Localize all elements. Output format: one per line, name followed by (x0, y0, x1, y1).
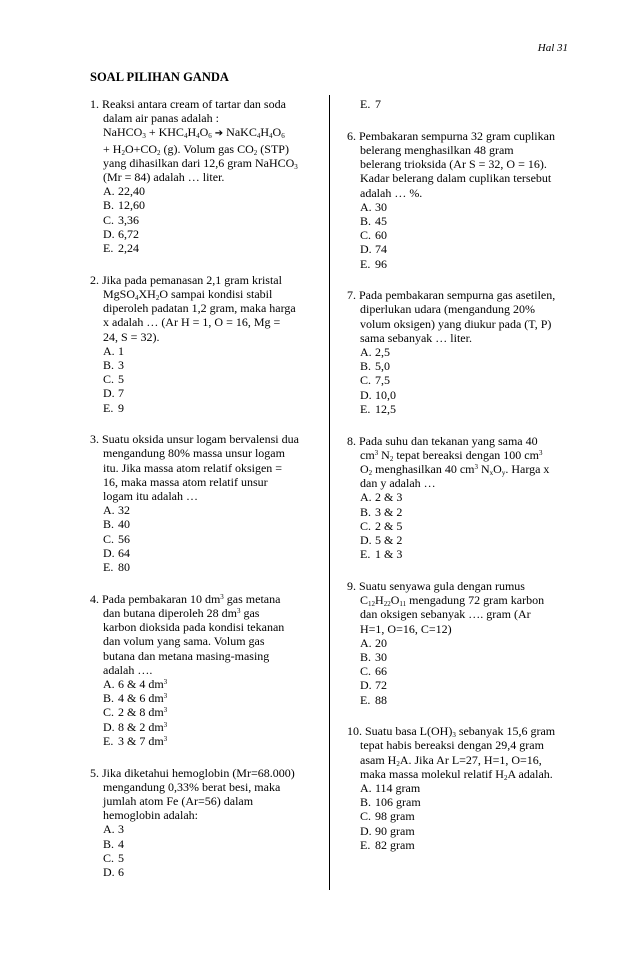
option-letter: D. (360, 678, 372, 693)
question-text-line: diperoleh padatan 1,2 gram, maka harga (103, 301, 296, 316)
answer-option (360, 345, 572, 359)
option-value: 74 (375, 242, 387, 257)
option-value: 114 gram (375, 781, 421, 796)
answer-option (360, 795, 572, 809)
option-value: 80 (118, 560, 130, 575)
option-value: 7 (375, 97, 381, 111)
answer-option (360, 359, 572, 373)
question-text-line: dan oksigen sebanyak …. gram (Ar (360, 607, 531, 622)
answer-options (347, 200, 572, 271)
answer-option (360, 650, 572, 664)
question-text-line: dan volum yang sama. Volum gas (103, 634, 265, 649)
option-letter: C. (103, 372, 115, 387)
question-item (347, 97, 572, 111)
option-value: 3,36 (118, 212, 139, 227)
answer-option (103, 401, 322, 415)
option-letter: E. (103, 241, 114, 256)
option-letter: A. (103, 184, 115, 199)
question-text-line: diperlukan udara (mengandung 20% (360, 302, 535, 317)
option-letter: D. (103, 226, 115, 241)
right-column (347, 97, 572, 870)
option-letter: B. (360, 359, 372, 374)
answer-option (360, 97, 572, 111)
option-value: 6 & 4 $dm^3$ (118, 677, 168, 692)
answer-option (103, 720, 322, 734)
question-text-line: asam $H_2A$. Jika Ar L=27, H=1, O=16, (360, 752, 542, 768)
answer-option (360, 200, 572, 214)
answer-options (90, 503, 322, 574)
answer-option (360, 505, 572, 519)
answer-option (360, 533, 572, 547)
question-text: 8. Pada suhu dan tekanan yang sama 40 (347, 433, 538, 448)
answer-options (347, 490, 572, 561)
option-value: 7 (118, 386, 124, 401)
column-divider (329, 95, 330, 890)
question-text-line: belerang trioksida (Ar S = 32, O = 16). (360, 157, 547, 172)
question-item (347, 434, 572, 562)
option-letter: E. (360, 256, 371, 271)
question-text-line: karbon dioksida pada kondisi tekanan (103, 620, 285, 635)
option-letter: E. (103, 733, 114, 748)
option-letter: A. (103, 677, 115, 692)
question-text-line: dan y adalah … (360, 476, 436, 491)
option-value: 90 gram (375, 823, 415, 838)
question-text: 7. Pada pembakaran sempurna gas asetilen, (347, 288, 556, 303)
question-text-line: Kadar belerang dalam cuplikan tersebut (360, 171, 552, 186)
option-value: 9 (118, 400, 124, 415)
answer-option (103, 851, 322, 865)
answer-option (103, 691, 322, 705)
option-value: 5,0 (375, 359, 390, 374)
option-letter: E. (360, 401, 371, 416)
answer-options (90, 344, 322, 415)
option-letter: D. (360, 242, 372, 257)
question-text-line: $MgSO_4XH_2O$ sampai kondisi stabil (103, 286, 273, 302)
question-text-line: logam itu adalah … (103, 489, 198, 504)
option-value: 4 & 6 $dm^3$ (118, 691, 168, 706)
option-value: 56 (118, 531, 130, 546)
question-text-line: NaHCO$_3$ + $KHC_4H_4O_6$ ➔ $NaKC_4H_4O_6$ (103, 125, 285, 141)
question-text-line: itu. Jika massa atom relatif oksigen = (103, 460, 283, 475)
question-text-line: jumlah atom Fe (Ar=56) dalam (103, 793, 254, 808)
option-value: 5 (118, 372, 124, 387)
question-text-line: (Mr = 84) adalah … liter. (103, 170, 225, 185)
option-letter: B. (360, 504, 372, 519)
question-text: 4. Pada pembakaran 10 $dm^3$ gas metana (90, 591, 281, 606)
answer-option (360, 838, 572, 852)
option-letter: E. (103, 560, 114, 575)
question-text: 5. Jika diketahui hemoglobin (Mr=68.000) (90, 765, 295, 780)
answer-option (103, 734, 322, 748)
left-column (90, 97, 322, 897)
answer-option (360, 678, 572, 692)
option-value: 1 & 3 (375, 547, 403, 562)
question-text-line: maka massa molekul relatif $H_2A$ adalah. (360, 766, 553, 782)
question-item (347, 579, 572, 707)
option-value: 96 (375, 256, 387, 271)
answer-option (360, 402, 572, 416)
answer-options (90, 184, 322, 255)
answer-option (103, 386, 322, 400)
question-text-line: 16, maka massa atom relatif unsur (103, 474, 268, 489)
answer-option (360, 664, 572, 678)
option-value: 82 gram (375, 837, 415, 852)
option-value: 12,5 (375, 401, 396, 416)
answer-options (347, 781, 572, 852)
answer-option (360, 824, 572, 838)
answer-option (103, 705, 322, 719)
answer-options (90, 822, 322, 879)
question-text: 6. Pembakaran sempurna 32 gram cuplikan (347, 128, 555, 143)
answer-option (103, 837, 322, 851)
question-item (90, 273, 322, 415)
option-value: 2,24 (118, 241, 139, 256)
question-text-line: volum oksigen) yang diukur pada (T, P) (360, 316, 552, 331)
answer-option (103, 344, 322, 358)
answer-option (103, 677, 322, 691)
answer-option (103, 358, 322, 372)
question-item (90, 766, 322, 880)
option-letter: C. (103, 705, 115, 720)
answer-option (103, 503, 322, 517)
option-letter: A. (103, 503, 115, 518)
option-letter: D. (103, 864, 115, 879)
answer-option (103, 184, 322, 198)
answer-option (360, 214, 572, 228)
option-value: 45 (375, 213, 387, 228)
question-text-line: butana dan metana masing-masing (103, 648, 270, 663)
option-letter: B. (103, 517, 115, 532)
option-value: 4 (118, 836, 124, 851)
option-letter: A. (103, 822, 115, 837)
option-value: 8 & 2 $dm^3$ (118, 719, 168, 734)
question-text: 10. Suatu basa $L(OH)_3$ sebanyak 15,6 gram (347, 724, 556, 740)
option-letter: C. (360, 373, 372, 388)
option-letter: B. (360, 649, 372, 664)
option-value: 5 (118, 850, 124, 865)
question-text-line: hemoglobin adalah: (103, 808, 198, 823)
answer-option (103, 227, 322, 241)
answer-option (103, 546, 322, 560)
option-value: 3 (118, 822, 124, 837)
question-text-line: 24, S = 32). (103, 329, 160, 344)
option-letter: C. (103, 531, 115, 546)
answer-option (103, 532, 322, 546)
question-text-line: adalah …. (103, 662, 153, 677)
question-text-line: $O_2$ menghasilkan 40 $cm^3$ $N_xO_y$. Harga x (360, 461, 550, 477)
answer-option (103, 372, 322, 386)
question-item (347, 129, 572, 271)
option-letter: A. (360, 781, 372, 796)
option-value: 3 & 2 (375, 504, 403, 519)
answer-option (103, 517, 322, 531)
option-letter: A. (103, 343, 115, 358)
option-letter: C. (360, 809, 372, 824)
section-heading: SOAL PILIHAN GANDA (90, 70, 229, 84)
question-text: 3. Suatu oksida unsur logam bervalensi dua (90, 432, 299, 447)
answer-option (360, 373, 572, 387)
option-letter: E. (360, 837, 371, 852)
answer-options (347, 345, 572, 416)
question-item (90, 97, 322, 255)
answer-option (360, 693, 572, 707)
option-value: 30 (375, 649, 387, 664)
option-letter: A. (360, 635, 372, 650)
option-value: 32 (118, 503, 130, 518)
answer-option (360, 809, 572, 823)
question-text-line: adalah … %. (360, 185, 423, 200)
option-letter: C. (360, 664, 372, 679)
option-value: 106 gram (375, 795, 421, 810)
option-value: 22,40 (118, 184, 145, 199)
option-letter: B. (103, 691, 115, 706)
answer-option (360, 547, 572, 561)
page-number: Hal 31 (537, 42, 568, 54)
answer-option (103, 213, 322, 227)
answer-option (360, 781, 572, 795)
question-text-line: $C_{12}H_{22}O_{11}$ mengadung 72 gram karbon (360, 593, 545, 609)
option-letter: E. (360, 547, 371, 562)
option-letter: E. (103, 400, 114, 415)
option-letter: B. (103, 357, 115, 372)
question-text: 1. Reaksi antara cream of tartar dan soda (90, 97, 286, 111)
answer-options (90, 677, 322, 748)
question-text-line: sama sebanyak … liter. (360, 330, 472, 345)
option-value: 88 (375, 692, 387, 707)
option-value: 40 (118, 517, 130, 532)
option-letter: C. (103, 850, 115, 865)
option-value: 12,60 (118, 198, 145, 213)
question-item (90, 592, 322, 748)
option-letter: D. (103, 545, 115, 560)
option-value: 2 & 3 (375, 490, 403, 505)
option-letter: C. (103, 212, 115, 227)
option-letter: A. (360, 199, 372, 214)
question-text-line: tepat habis bereaksi dengan 29,4 gram (360, 738, 544, 753)
answer-option (103, 560, 322, 574)
question-text-line: mengandung 0,33% berat besi, maka (103, 779, 281, 794)
answer-option (103, 241, 322, 255)
option-letter: B. (103, 198, 115, 213)
option-letter: D. (360, 532, 372, 547)
question-text-line: yang dihasilkan dari 12,6 gram NaHCO$_3$ (103, 155, 298, 171)
question-text: 9. Suatu senyawa gula dengan rumus (347, 578, 525, 593)
answer-options (347, 97, 572, 111)
option-letter: D. (360, 387, 372, 402)
question-text-line: dalam air panas adalah : (103, 111, 219, 126)
answer-option (360, 519, 572, 533)
question-text-line: mengandung 80% massa unsur logam (103, 446, 285, 461)
option-value: 6 (118, 864, 124, 879)
question-text-line: + $H_2O+CO_2$ (g). Volum gas $CO_2$ (STP) (103, 141, 289, 157)
option-value: 10,0 (375, 387, 396, 402)
answer-option (360, 636, 572, 650)
option-value: 2 & 8 $dm^3$ (118, 705, 168, 720)
option-value: 30 (375, 199, 387, 214)
answer-option (360, 490, 572, 504)
option-value: 72 (375, 678, 387, 693)
option-value: 64 (118, 545, 130, 560)
question-text: 2. Jika pada pemanasan 2,1 gram kristal (90, 272, 282, 287)
option-value: 6,72 (118, 226, 139, 241)
answer-option (360, 242, 572, 256)
answer-option (103, 198, 322, 212)
option-value: 3 & 7 $dm^3$ (118, 733, 168, 748)
option-value: 60 (375, 228, 387, 243)
option-value: 3 (118, 357, 124, 372)
option-letter: E. (360, 97, 371, 111)
option-value: 98 gram (375, 809, 415, 824)
question-item (347, 724, 572, 852)
option-letter: D. (103, 386, 115, 401)
option-letter: B. (360, 795, 372, 810)
question-text-line: dan butana diperoleh 28 $dm^3$ gas (103, 606, 260, 620)
option-letter: C. (360, 228, 372, 243)
answer-options (347, 636, 572, 707)
option-letter: A. (360, 490, 372, 505)
option-value: 5 & 2 (375, 532, 403, 547)
option-letter: D. (103, 719, 115, 734)
option-value: 2,5 (375, 345, 390, 360)
answer-option (360, 228, 572, 242)
answer-option (103, 822, 322, 836)
option-letter: B. (360, 213, 372, 228)
option-value: 66 (375, 664, 387, 679)
option-value: 7,5 (375, 373, 390, 388)
option-letter: E. (360, 692, 371, 707)
option-letter: A. (360, 345, 372, 360)
answer-option (360, 257, 572, 271)
question-item (90, 432, 322, 574)
option-letter: D. (360, 823, 372, 838)
option-letter: C. (360, 518, 372, 533)
question-text-line: x adalah … (Ar H = 1, O = 16, Mg = (103, 315, 281, 330)
question-item (347, 288, 572, 416)
option-value: 20 (375, 635, 387, 650)
question-text-line: $cm^3$ $N_2$ tepat bereaksi dengan 100 $cm^3$ (360, 447, 543, 463)
answer-option (360, 388, 572, 402)
option-value: 1 (118, 343, 124, 358)
question-text-line: H=1, O=16, C=12) (360, 621, 452, 636)
option-letter: B. (103, 836, 115, 851)
option-value: 2 & 5 (375, 518, 403, 533)
answer-option (103, 865, 322, 879)
question-text-line: belerang menghasilkan 48 gram (360, 142, 514, 157)
